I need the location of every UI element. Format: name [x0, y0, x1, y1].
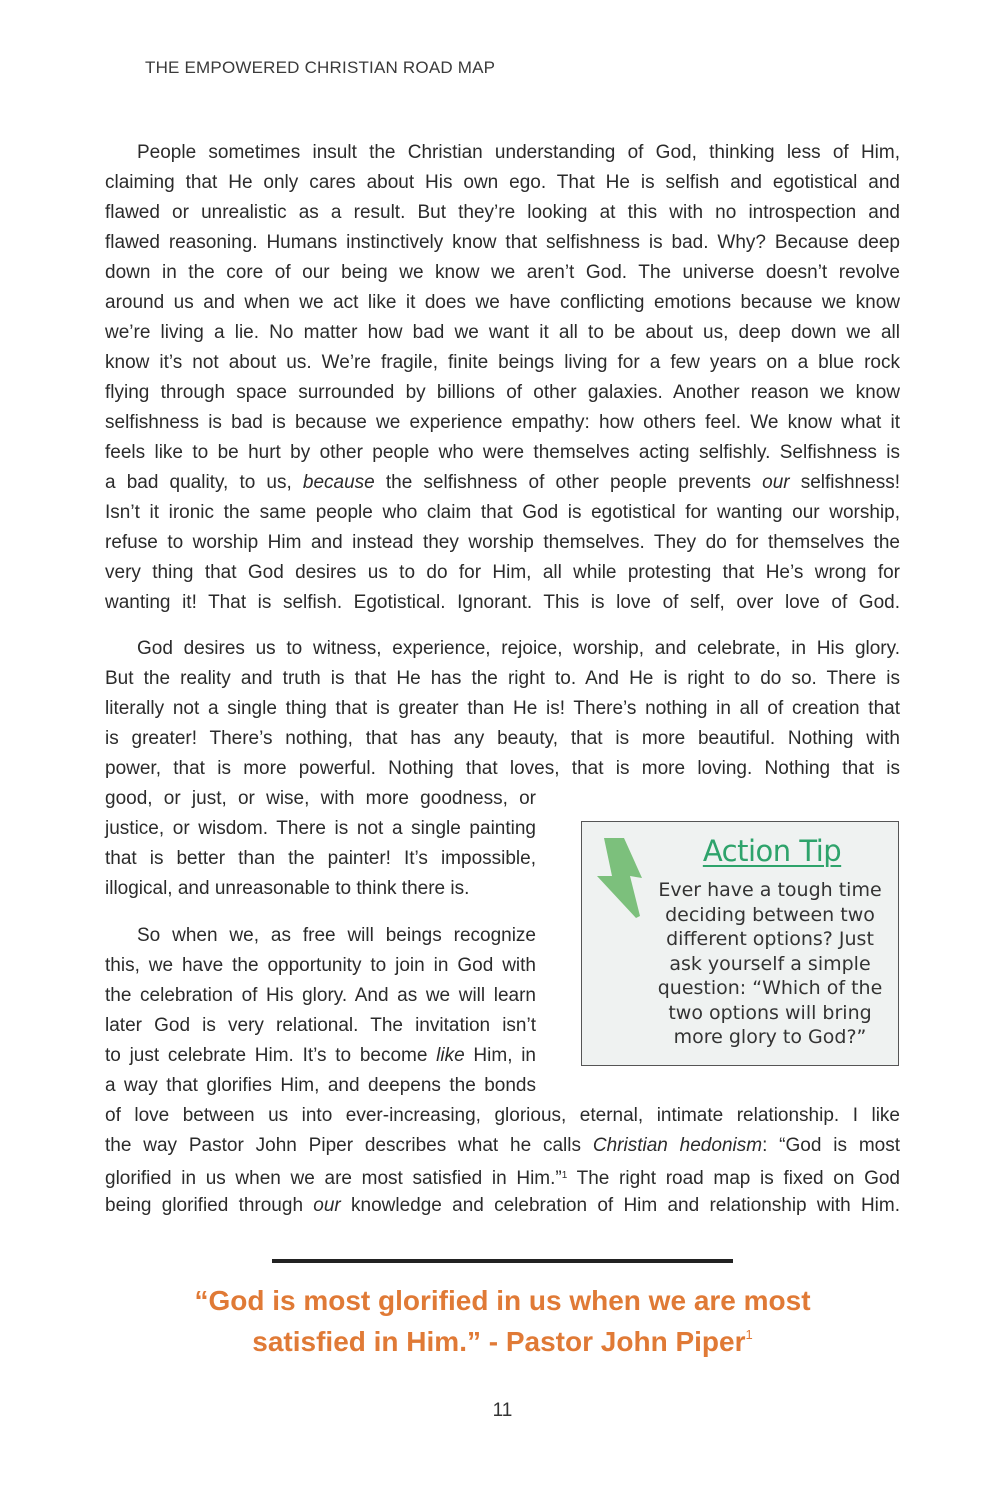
text-segment: justice, or wisdom. There is not a single painting: [105, 818, 536, 839]
text-line: [105, 754, 900, 784]
text-line: [105, 468, 900, 498]
text-line: [105, 198, 900, 228]
text-line: [105, 558, 900, 588]
text-line: [105, 288, 900, 318]
text-segment: literally not a single thing that is greater than He is! There’s nothing in all of creation that: [105, 698, 900, 719]
text-segment: is greater! There’s nothing, that has any beauty, that is more beautiful. Nothing with: [105, 728, 900, 749]
text-segment: wanting it! That is selfish. Egotistical. Ignorant. This is love of self, over love of God.: [105, 592, 900, 613]
text-segment: good, or just, or wise, with more goodness, or: [105, 788, 536, 809]
text-line: [105, 588, 900, 618]
text-segment: this, we have the opportunity to join in God with: [105, 955, 536, 976]
pull-quote: [100, 1284, 905, 1359]
text-line: [105, 498, 900, 528]
text-segment: that is better than the painter! It’s impossible,: [105, 848, 536, 869]
text-segment: Him, in: [464, 1045, 536, 1066]
text-line: [105, 378, 900, 408]
lightning-bolt-icon: [596, 838, 646, 920]
divider-rule: [272, 1259, 733, 1263]
text-segment: the way Pastor John Piper describes what he calls: [105, 1135, 593, 1156]
text-segment: Isn’t it ironic the same people who claim that God is egotistical for wanting our worship,: [105, 502, 900, 523]
text-segment: selfishness!: [789, 472, 901, 493]
text-segment: God desires us to witness, experience, rejoice, worship, and celebrate, in His glory.: [137, 638, 900, 659]
text-line: [105, 528, 900, 558]
text-line: [105, 951, 536, 981]
text-segment: around us and when we act like it does we have conflicting emotions because we know: [105, 292, 900, 313]
text-segment: of love between us into ever-increasing, glorious, eternal, intimate relationship. I like: [105, 1105, 900, 1126]
text-segment: know it’s not about us. We’re fragile, finite beings living for a few years on a blue rock: [105, 352, 900, 373]
text-line: [105, 981, 536, 1011]
text-segment: selfishness is bad is because we experience empathy: how others feel. We know what it: [105, 412, 900, 433]
text-line: [137, 138, 900, 168]
text-segment: : “God is most: [762, 1135, 901, 1156]
text-segment: down in the core of our being we know we aren’t God. The universe doesn’t revolve: [105, 262, 900, 283]
text-line: [105, 168, 900, 198]
text-segment: very thing that God desires us to do for Him, all while protesting that He’s wrong for: [105, 562, 900, 583]
emphasis: our: [762, 472, 790, 493]
text-line: [105, 724, 900, 754]
text-line: [105, 694, 900, 724]
text-line: [137, 921, 536, 951]
text-line: [105, 664, 900, 694]
text-segment: illogical, and unreasonable to think there is.: [105, 878, 470, 899]
text-line: [105, 1191, 900, 1221]
text-segment: claiming that He only cares about His own ego. That He is selfish and egotistical and: [105, 172, 900, 193]
action-tip-title: Action Tip: [702, 834, 842, 868]
text-segment: a way that glorifies Him, and deepens the bonds: [105, 1075, 536, 1096]
text-segment: a bad quality, to us,: [105, 472, 303, 493]
text-line: [105, 258, 900, 288]
text-segment: glorified in us when we are most satisfied in Him.”: [105, 1168, 562, 1189]
text-line: [105, 1131, 900, 1161]
action-tip-body: Ever have a tough time deciding between two different options? Just ask yourself a simple question: “Which of the two options will bring more glory to God?”: [657, 879, 883, 1048]
text-segment: knowledge and celebration of Him and relationship with Him.: [340, 1195, 900, 1216]
text-line: [105, 408, 900, 438]
page-number: 11: [492, 1400, 513, 1421]
text-segment: So when we, as free will beings recognize: [137, 925, 536, 946]
text-line: [105, 814, 536, 844]
action-tip-box: [581, 821, 899, 1066]
footnote-ref: 1: [561, 1170, 568, 1181]
text-line: [105, 318, 900, 348]
pull-quote-line-2: satisfied in Him.” - Pastor John Piper: [252, 1326, 746, 1357]
text-segment: flying through space surrounded by billions of other galaxies. Another reason we know: [105, 382, 900, 403]
text-line: [105, 1161, 900, 1191]
text-segment: the celebration of His glory. And as we will learn: [105, 985, 536, 1006]
text-segment: The right road map is fixed on God: [567, 1168, 900, 1189]
emphasis: like: [436, 1045, 465, 1066]
emphasis: because: [302, 472, 375, 493]
text-segment: later God is very relational. The invitation isn’t: [105, 1015, 536, 1036]
text-segment: flawed reasoning. Humans instinctively know that selfishness is bad. Why? Because deep: [105, 232, 900, 253]
text-line: [105, 1011, 536, 1041]
text-segment: refuse to worship Him and instead they worship themselves. They do for themselves the: [105, 532, 900, 553]
text-line: [137, 634, 900, 664]
text-segment: feels like to be hurt by other people who were themselves acting selfishly. Selfishness is: [105, 442, 900, 463]
text-line: [105, 1041, 536, 1071]
text-line: [105, 348, 900, 378]
emphasis: Christian hedonism: [592, 1135, 763, 1156]
text-line: [105, 1071, 536, 1101]
text-segment: we’re living a lie. No matter how bad we want it all to be about us, deep down we all: [105, 322, 900, 343]
text-segment: power, that is more powerful. Nothing that loves, that is more loving. Nothing that is: [105, 758, 900, 779]
text-line: [105, 874, 536, 904]
text-segment: the selfishness of other people prevents: [374, 472, 763, 493]
pull-quote-line-1: “God is most glorified in us when we are most: [194, 1285, 811, 1316]
footnote-ref: 1: [745, 1327, 753, 1342]
text-line: [105, 844, 536, 874]
emphasis: our: [313, 1195, 341, 1216]
text-segment: being glorified through: [105, 1195, 314, 1216]
text-segment: People sometimes insult the Christian understanding of God, thinking less of Him,: [137, 142, 900, 163]
text-segment: to just celebrate Him. It’s to become: [105, 1045, 437, 1066]
running-header: THE EMPOWERED CHRISTIAN ROAD MAP: [145, 58, 496, 77]
text-line: [105, 228, 900, 258]
text-segment: But the reality and truth is that He has the right to. And He is right to do so. There is: [105, 668, 900, 689]
text-line: [105, 784, 536, 814]
text-line: [105, 438, 900, 468]
text-line: [105, 1101, 900, 1131]
text-segment: flawed or unrealistic as a result. But they’re looking at this with no introspection and: [105, 202, 900, 223]
